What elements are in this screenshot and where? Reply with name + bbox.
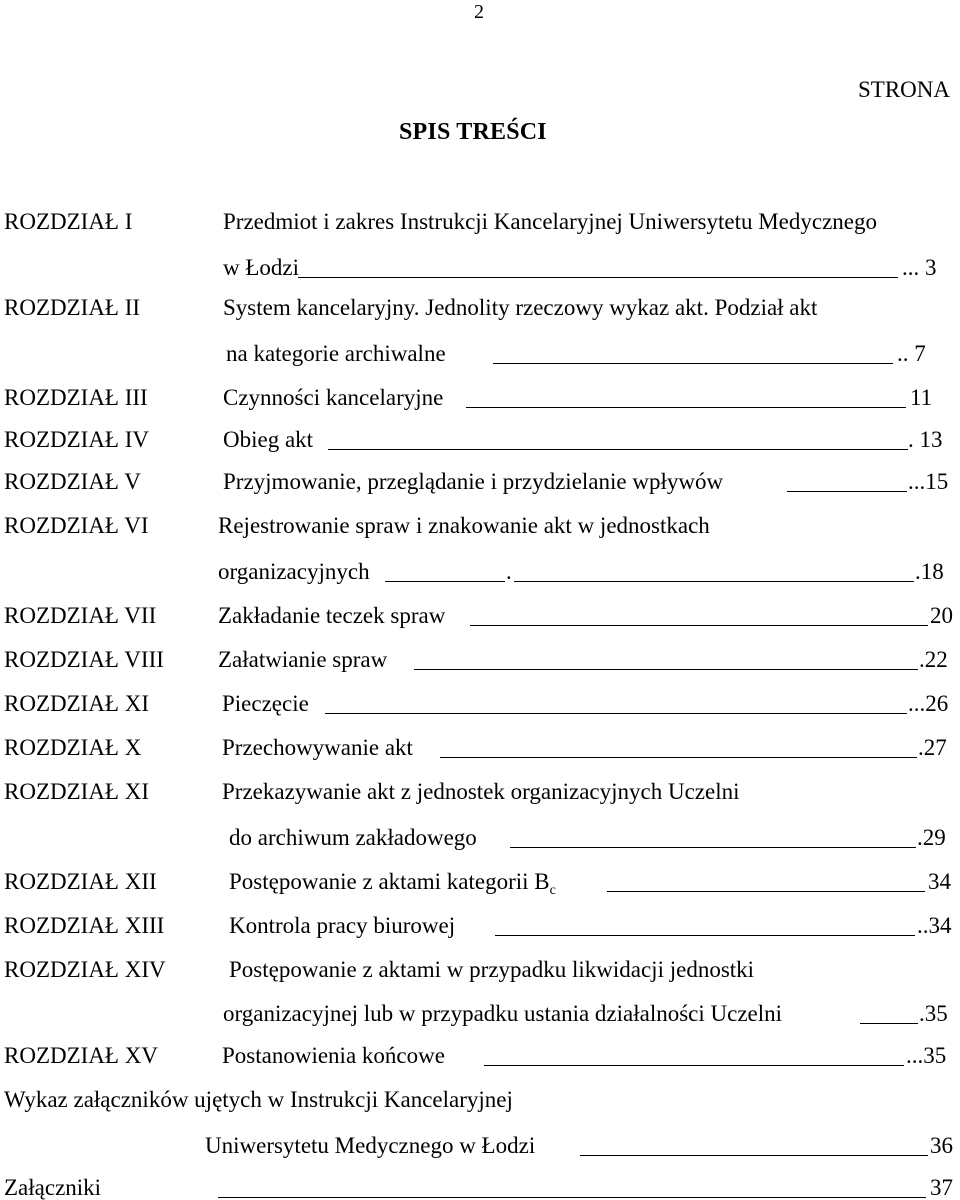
chapter-title: Kontrola pracy biurowej bbox=[229, 913, 456, 938]
chapter-title-cont: organizacyjnych bbox=[218, 559, 370, 584]
chapter-title: Zakładanie teczek spraw bbox=[218, 603, 446, 628]
chapter-title: Przedmiot i zakres Instrukcji Kancelaryjnej Uniwersytetu Medycznego bbox=[223, 209, 877, 234]
chapter-label: ROZDZIAŁ III bbox=[4, 385, 148, 410]
appendix-list-title-cont: Uniwersytetu Medycznego w Łodzi bbox=[205, 1133, 536, 1158]
chapter-page: . 13 bbox=[908, 427, 943, 452]
chapter-title: Postępowanie z aktami w przypadku likwidacji jednostki bbox=[229, 957, 755, 982]
chapter-page: ... 3 bbox=[902, 255, 937, 280]
chapter-page: ...35 bbox=[906, 1043, 947, 1068]
leader-line bbox=[510, 847, 916, 848]
chapter-label: ROZDZIAŁ XIII bbox=[4, 913, 165, 938]
chapter-title-cont: do archiwum zakładowego bbox=[229, 825, 477, 850]
leader-dot: . bbox=[506, 559, 512, 584]
page-column-header: STRONA bbox=[858, 77, 951, 102]
chapter-title-cont: organizacyjnej lub w przypadku ustania działalności Uczelni bbox=[223, 1001, 783, 1026]
chapter-page: .29 bbox=[917, 825, 946, 850]
page-title: SPIS TREŚCI bbox=[399, 119, 547, 145]
chapter-page: 20 bbox=[930, 603, 953, 628]
leader-line bbox=[607, 891, 925, 892]
chapter-title bbox=[229, 870, 556, 898]
chapter-title-cont: na kategorie archiwalne bbox=[226, 341, 446, 366]
chapter-page: ..34 bbox=[917, 913, 952, 938]
subscript: c bbox=[549, 883, 556, 898]
chapter-title-text: Postępowanie z aktami kategorii B bbox=[229, 869, 550, 894]
chapter-title: Czynności kancelaryjne bbox=[223, 385, 444, 410]
chapter-page: .22 bbox=[919, 647, 948, 672]
chapter-label: ROZDZIAŁ II bbox=[4, 295, 141, 320]
appendix-list-page: 36 bbox=[930, 1133, 953, 1158]
chapter-title: Przyjmowanie, przeglądanie i przydzielanie wpływów bbox=[223, 469, 724, 494]
chapter-label: ROZDZIAŁ VI bbox=[4, 513, 149, 538]
chapter-label: ROZDZIAŁ VII bbox=[4, 603, 157, 628]
chapter-label: ROZDZIAŁ XI bbox=[4, 779, 149, 804]
chapter-page: .27 bbox=[918, 735, 947, 760]
chapter-page: 34 bbox=[928, 869, 951, 894]
chapter-label: ROZDZIAŁ VIII bbox=[4, 647, 164, 672]
leader-line bbox=[860, 1023, 918, 1024]
chapter-page: .35 bbox=[919, 1001, 948, 1026]
attachments-page: 37 bbox=[930, 1175, 953, 1200]
leader-line bbox=[466, 407, 906, 408]
leader-line bbox=[440, 757, 917, 758]
leader-line bbox=[470, 625, 928, 626]
chapter-title: Pieczęcie bbox=[222, 691, 309, 716]
page-number: 2 bbox=[474, 1, 484, 23]
appendix-list-title: Wykaz załączników ujętych w Instrukcji Kancelaryjnej bbox=[4, 1087, 513, 1112]
leader-line bbox=[385, 581, 505, 582]
chapter-page: ...26 bbox=[908, 691, 949, 716]
leader-line bbox=[298, 277, 898, 278]
leader-line bbox=[493, 363, 893, 364]
chapter-label: ROZDZIAŁ V bbox=[4, 469, 141, 494]
chapter-label: ROZDZIAŁ XV bbox=[4, 1043, 158, 1068]
leader-line bbox=[218, 1197, 926, 1198]
leader-line bbox=[495, 935, 915, 936]
chapter-page: .18 bbox=[915, 559, 944, 584]
chapter-title: Przechowywanie akt bbox=[222, 735, 413, 760]
leader-line bbox=[580, 1155, 928, 1156]
chapter-page: 11 bbox=[910, 385, 933, 410]
chapter-page: ...15 bbox=[908, 469, 949, 494]
chapter-label: ROZDZIAŁ X bbox=[4, 735, 142, 760]
chapter-page: .. 7 bbox=[897, 341, 926, 366]
chapter-label: ROZDZIAŁ XIV bbox=[4, 957, 166, 982]
chapter-label: ROZDZIAŁ XI bbox=[4, 691, 149, 716]
attachments-label: Załączniki bbox=[4, 1175, 102, 1200]
chapter-label: ROZDZIAŁ XII bbox=[4, 869, 157, 894]
chapter-title: Przekazywanie akt z jednostek organizacyjnych Uczelni bbox=[222, 779, 740, 804]
leader-line bbox=[325, 713, 907, 714]
chapter-title: System kancelaryjny. Jednolity rzeczowy wykaz akt. Podział akt bbox=[223, 295, 818, 320]
leader-line bbox=[484, 1065, 904, 1066]
leader-line bbox=[787, 491, 907, 492]
leader-line bbox=[328, 449, 908, 450]
chapter-title: Załatwianie spraw bbox=[218, 647, 388, 672]
chapter-title: Obieg akt bbox=[223, 427, 314, 452]
chapter-label: ROZDZIAŁ I bbox=[4, 209, 133, 234]
leader-line bbox=[514, 581, 914, 582]
chapter-title: Rejestrowanie spraw i znakowanie akt w jednostkach bbox=[218, 513, 710, 538]
chapter-title: Postanowienia końcowe bbox=[222, 1043, 445, 1068]
chapter-title-cont: w Łodzi bbox=[223, 255, 300, 280]
chapter-label: ROZDZIAŁ IV bbox=[4, 427, 149, 452]
leader-line bbox=[414, 669, 918, 670]
